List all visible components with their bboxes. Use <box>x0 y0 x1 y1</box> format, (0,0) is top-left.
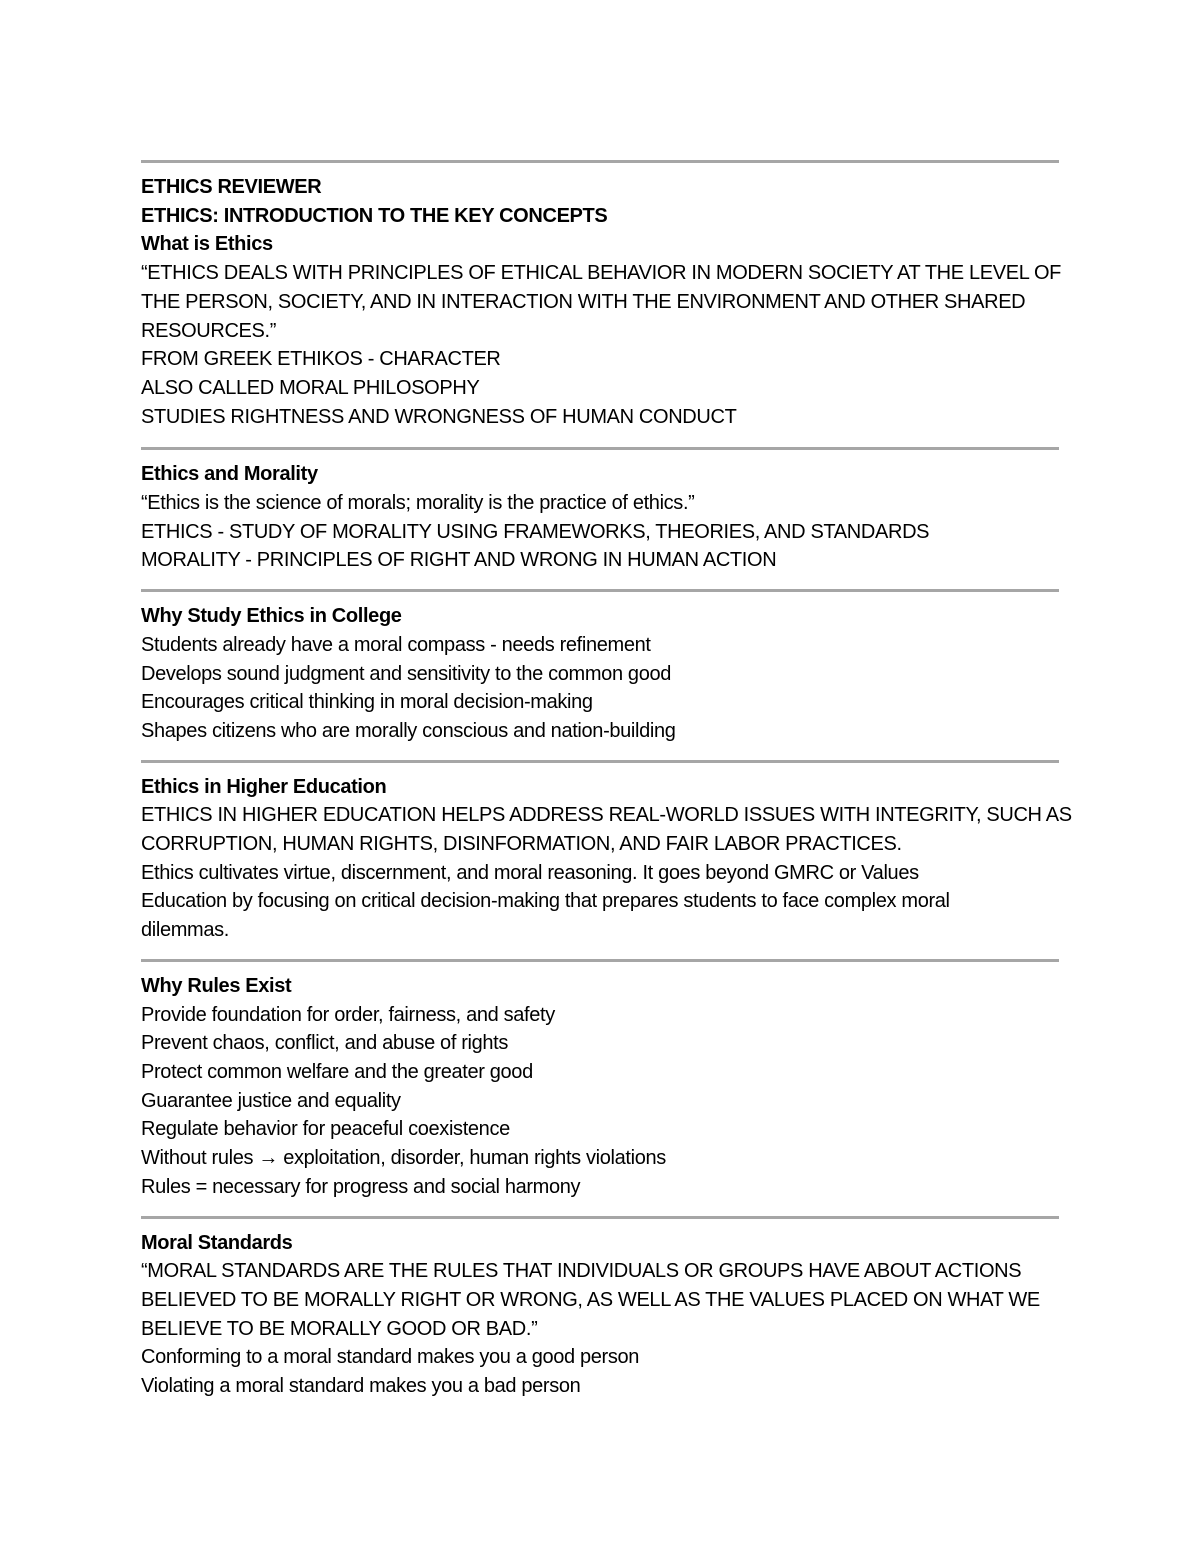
text-line: BELIEVED TO BE MORALLY RIGHT OR WRONG, AS WELL AS THE VALUES PLACED ON WHAT WE <box>141 1288 1040 1311</box>
text-line: Provide foundation for order, fairness, and safety <box>141 1003 555 1026</box>
text-line: Students already have a moral compass - needs refinement <box>141 633 651 656</box>
text-line: MORALITY - PRINCIPLES OF RIGHT AND WRONG IN HUMAN ACTION <box>141 549 777 572</box>
text-line: Encourages critical thinking in moral decision-making <box>141 691 593 714</box>
text-line: Guarantee justice and equality <box>141 1089 401 1112</box>
text-line: ALSO CALLED MORAL PHILOSOPHY <box>141 376 480 399</box>
text-line: RESOURCES.” <box>141 319 277 342</box>
text-line: Protect common welfare and the greater good <box>141 1060 533 1083</box>
text-line: dilemmas. <box>141 919 229 942</box>
section-heading: ETHICS: INTRODUCTION TO THE KEY CONCEPTS <box>141 204 608 227</box>
section-ethics-morality <box>141 450 1061 589</box>
text-line: Without rules → exploitation, disorder, human rights violations <box>141 1147 666 1170</box>
text-line: CORRUPTION, HUMAN RIGHTS, DISINFORMATION, AND FAIR LABOR PRACTICES. <box>141 833 902 856</box>
text-line: “Ethics is the science of morals; morality is the practice of ethics.” <box>141 492 695 515</box>
text-line: THE PERSON, SOCIETY, AND IN INTERACTION WITH THE ENVIRONMENT AND OTHER SHARED <box>141 290 1026 313</box>
text-line: Ethics cultivates virtue, discernment, and moral reasoning. It goes beyond GMRC or Values <box>141 861 919 884</box>
text-line: Violating a moral standard makes you a bad person <box>141 1375 581 1398</box>
section-intro <box>141 163 1061 447</box>
text-line: Conforming to a moral standard makes you a good person <box>141 1346 640 1369</box>
text-line: “ETHICS DEALS WITH PRINCIPLES OF ETHICAL BEHAVIOR IN MODERN SOCIETY AT THE LEVEL OF <box>141 262 1062 285</box>
section-why-study <box>141 592 1061 760</box>
text-line: “MORAL STANDARDS ARE THE RULES THAT INDIVIDUALS OR GROUPS HAVE ABOUT ACTIONS <box>141 1260 1022 1283</box>
section-heading: What is Ethics <box>141 233 273 256</box>
text-line: Shapes citizens who are morally conscious and nation-building <box>141 719 676 742</box>
text-line: Develops sound judgment and sensitivity to the common good <box>141 662 672 685</box>
text-line: Education by focusing on critical decision-making that prepares students to face complex moral <box>141 890 950 913</box>
section-why-rules <box>141 962 1061 1216</box>
section-heading: Ethics in Higher Education <box>141 775 387 798</box>
text-line: Regulate behavior for peaceful coexistence <box>141 1118 510 1141</box>
text-line: STUDIES RIGHTNESS AND WRONGNESS OF HUMAN CONDUCT <box>141 405 737 428</box>
text-line: FROM GREEK ETHIKOS - CHARACTER <box>141 348 501 371</box>
section-heading: Moral Standards <box>141 1231 293 1254</box>
section-heading: Why Rules Exist <box>141 974 292 997</box>
section-higher-education <box>141 763 1072 959</box>
text-line: ETHICS - STUDY OF MORALITY USING FRAMEWORKS, THEORIES, AND STANDARDS <box>141 520 930 543</box>
document-page <box>141 160 1072 1415</box>
section-heading: Why Study Ethics in College <box>141 605 402 628</box>
text-line: ETHICS IN HIGHER EDUCATION HELPS ADDRESS REAL-WORLD ISSUES WITH INTEGRITY, SUCH AS <box>141 804 1072 827</box>
section-heading: Ethics and Morality <box>141 463 318 486</box>
text-line: BELIEVE TO BE MORALLY GOOD OR BAD.” <box>141 1317 538 1340</box>
section-moral-standards <box>141 1219 1061 1415</box>
text-line: Prevent chaos, conflict, and abuse of rights <box>141 1032 509 1055</box>
text-line: Rules = necessary for progress and social harmony <box>141 1175 581 1198</box>
section-heading: ETHICS REVIEWER <box>141 176 322 198</box>
